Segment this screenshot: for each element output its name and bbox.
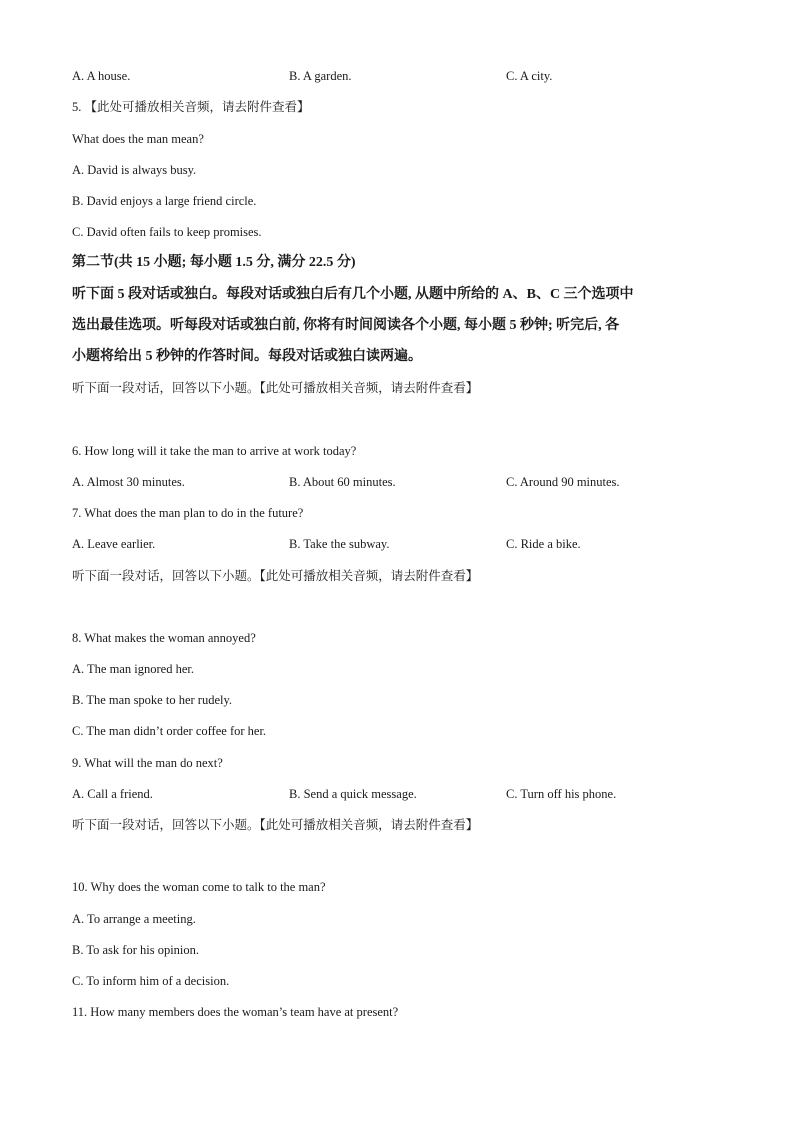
q5-option-a: A. David is always busy. bbox=[72, 163, 197, 177]
q8-option-a: A. The man ignored her. bbox=[72, 662, 194, 676]
q9-option-b: B. Send a quick message. bbox=[289, 787, 417, 801]
q7-option-a: A. Leave earlier. bbox=[72, 537, 156, 551]
q9-option-c: C. Turn off his phone. bbox=[506, 787, 617, 801]
q10-option-b: B. To ask for his opinion. bbox=[72, 943, 200, 957]
q9-question: 9. What will the man do next? bbox=[72, 756, 223, 770]
audio-note-3[interactable]: 听下面一段对话，回答以下小题。【此处可播放相关音频，请去附件查看】 bbox=[72, 818, 479, 832]
q4-option-c: C. A city. bbox=[506, 69, 553, 83]
q6-option-a: A. Almost 30 minutes. bbox=[72, 475, 185, 489]
section2-instruction-2: 选出最佳选项。听每段对话或独白前, 你将有时间阅读各个小题, 每小题 5 秒钟; 听完后, 各 bbox=[72, 318, 620, 333]
q6-question: 6. How long will it take the man to arrive at work today? bbox=[72, 444, 357, 458]
q8-option-b: B. The man spoke to her rudely. bbox=[72, 693, 233, 707]
q7-option-c: C. Ride a bike. bbox=[506, 537, 581, 551]
section2-instruction-1: 听下面 5 段对话或独白。每段对话或独白后有几个小题, 从题中所给的 A、B、C 三个选项中 bbox=[72, 287, 634, 302]
q6-option-c: C. Around 90 minutes. bbox=[506, 475, 620, 489]
q7-question: 7. What does the man plan to do in the future? bbox=[72, 506, 304, 520]
q11-question: 11. How many members does the woman’s team have at present? bbox=[72, 1005, 399, 1019]
q10-question: 10. Why does the woman come to talk to the man? bbox=[72, 880, 326, 894]
q8-question: 8. What makes the woman annoyed? bbox=[72, 631, 256, 645]
q5-option-b: B. David enjoys a large friend circle. bbox=[72, 194, 257, 208]
q4-option-a: A. A house. bbox=[72, 69, 131, 83]
q5-question: What does the man mean? bbox=[72, 132, 204, 146]
q7-option-b: B. Take the subway. bbox=[289, 537, 390, 551]
q5-option-c: C. David often fails to keep promises. bbox=[72, 225, 262, 239]
q9-option-a: A. Call a friend. bbox=[72, 787, 153, 801]
section2-instruction-3: 小题将给出 5 秒钟的作答时间。每段对话或独白读两遍。 bbox=[72, 349, 422, 364]
q4-option-b: B. A garden. bbox=[289, 69, 352, 83]
audio-note-1[interactable]: 听下面一段对话，回答以下小题。【此处可播放相关音频，请去附件查看】 bbox=[72, 381, 479, 395]
audio-note-2[interactable]: 听下面一段对话，回答以下小题。【此处可播放相关音频，请去附件查看】 bbox=[72, 569, 479, 583]
section2-heading: 第二节(共 15 小题; 每小题 1.5 分, 满分 22.5 分) bbox=[72, 255, 356, 270]
q8-option-c: C. The man didn’t order coffee for her. bbox=[72, 724, 267, 738]
q10-option-a: A. To arrange a meeting. bbox=[72, 912, 196, 926]
q5-label[interactable]: 5. 【此处可播放相关音频，请去附件查看】 bbox=[72, 100, 310, 114]
q10-option-c: C. To inform him of a decision. bbox=[72, 974, 230, 988]
q6-option-b: B. About 60 minutes. bbox=[289, 475, 396, 489]
